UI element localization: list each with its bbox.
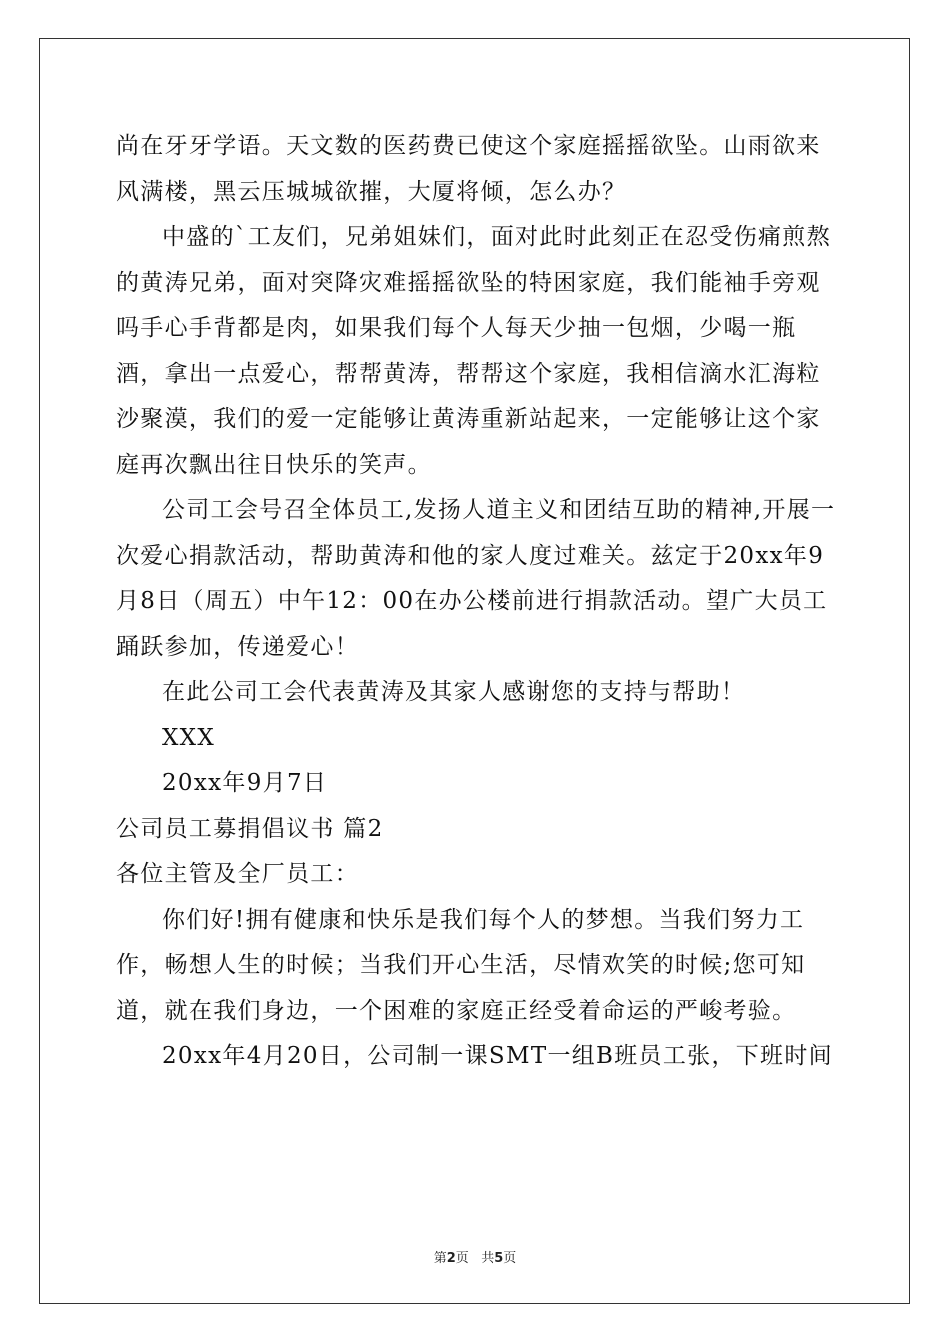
signature-name: XXX [162, 724, 216, 751]
footer-total-suffix: 页 [503, 1251, 517, 1266]
section-title: 公司员工募捐倡议书 篇2 [116, 815, 384, 842]
paragraph-3: 公司工会号召全体员工,发扬人道主义和团结互助的精神,开展一次爱心捐款活动，帮助黄涛和他的家人度过难关。兹定于20xx年9月8日（周五）中午12：00在办公楼前进行捐款活动。望广大员工踊跃参加，传递爱心！ [116, 497, 836, 660]
salutation: 各位主管及全厂员工： [116, 861, 359, 887]
paragraph-thanks: 在此公司工会代表黄涛及其家人感谢您的支持与帮助！ [162, 679, 746, 705]
footer-total-prefix: 共 [481, 1251, 495, 1266]
footer-page-suffix: 页 [455, 1251, 469, 1266]
paragraph-2: 中盛的`工友们，兄弟姐妹们，面对此时此刻正在忍受伤痛煎熬的黄涛兄弟，面对突降灾难摇摇欲坠的特困家庭，我们能袖手旁观吗手心手背都是肉，如果我们每个人每天少抽一包烟，少喝一瓶酒，拿出一点爱心，帮帮黄涛，帮帮这个家庭，我相信滴水汇海粒沙聚漠，我们的爱一定能够让黄涛重新站起来，一定能够让这个家庭再次飘出往日快乐的笑声。 [116, 224, 831, 478]
footer-total-pages: 5 [494, 1251, 504, 1266]
paragraph-4: 你们好!拥有健康和快乐是我们每个人的梦想。当我们努力工作，畅想人生的时候；当我们开心生活，尽情欢笑的时候;您可知道，就在我们身边，一个困难的家庭正经受着命运的严峻考验。 [116, 906, 806, 1024]
footer-page-number: 2 [446, 1251, 456, 1266]
document-body [116, 124, 836, 1080]
paragraph-5: 20xx年4月20日，公司制一课SMT一组B班员工张，下班时间 [162, 1043, 833, 1069]
page-footer [0, 1247, 950, 1266]
signature-date: 20xx年9月7日 [162, 770, 328, 796]
footer-prefix: 第 [433, 1251, 447, 1266]
paragraph-1: 尚在牙牙学语。天文数的医药费已使这个家庭摇摇欲坠。山雨欲来风满楼，黑云压城城欲摧，大厦将倾，怎么办？ [116, 133, 821, 205]
